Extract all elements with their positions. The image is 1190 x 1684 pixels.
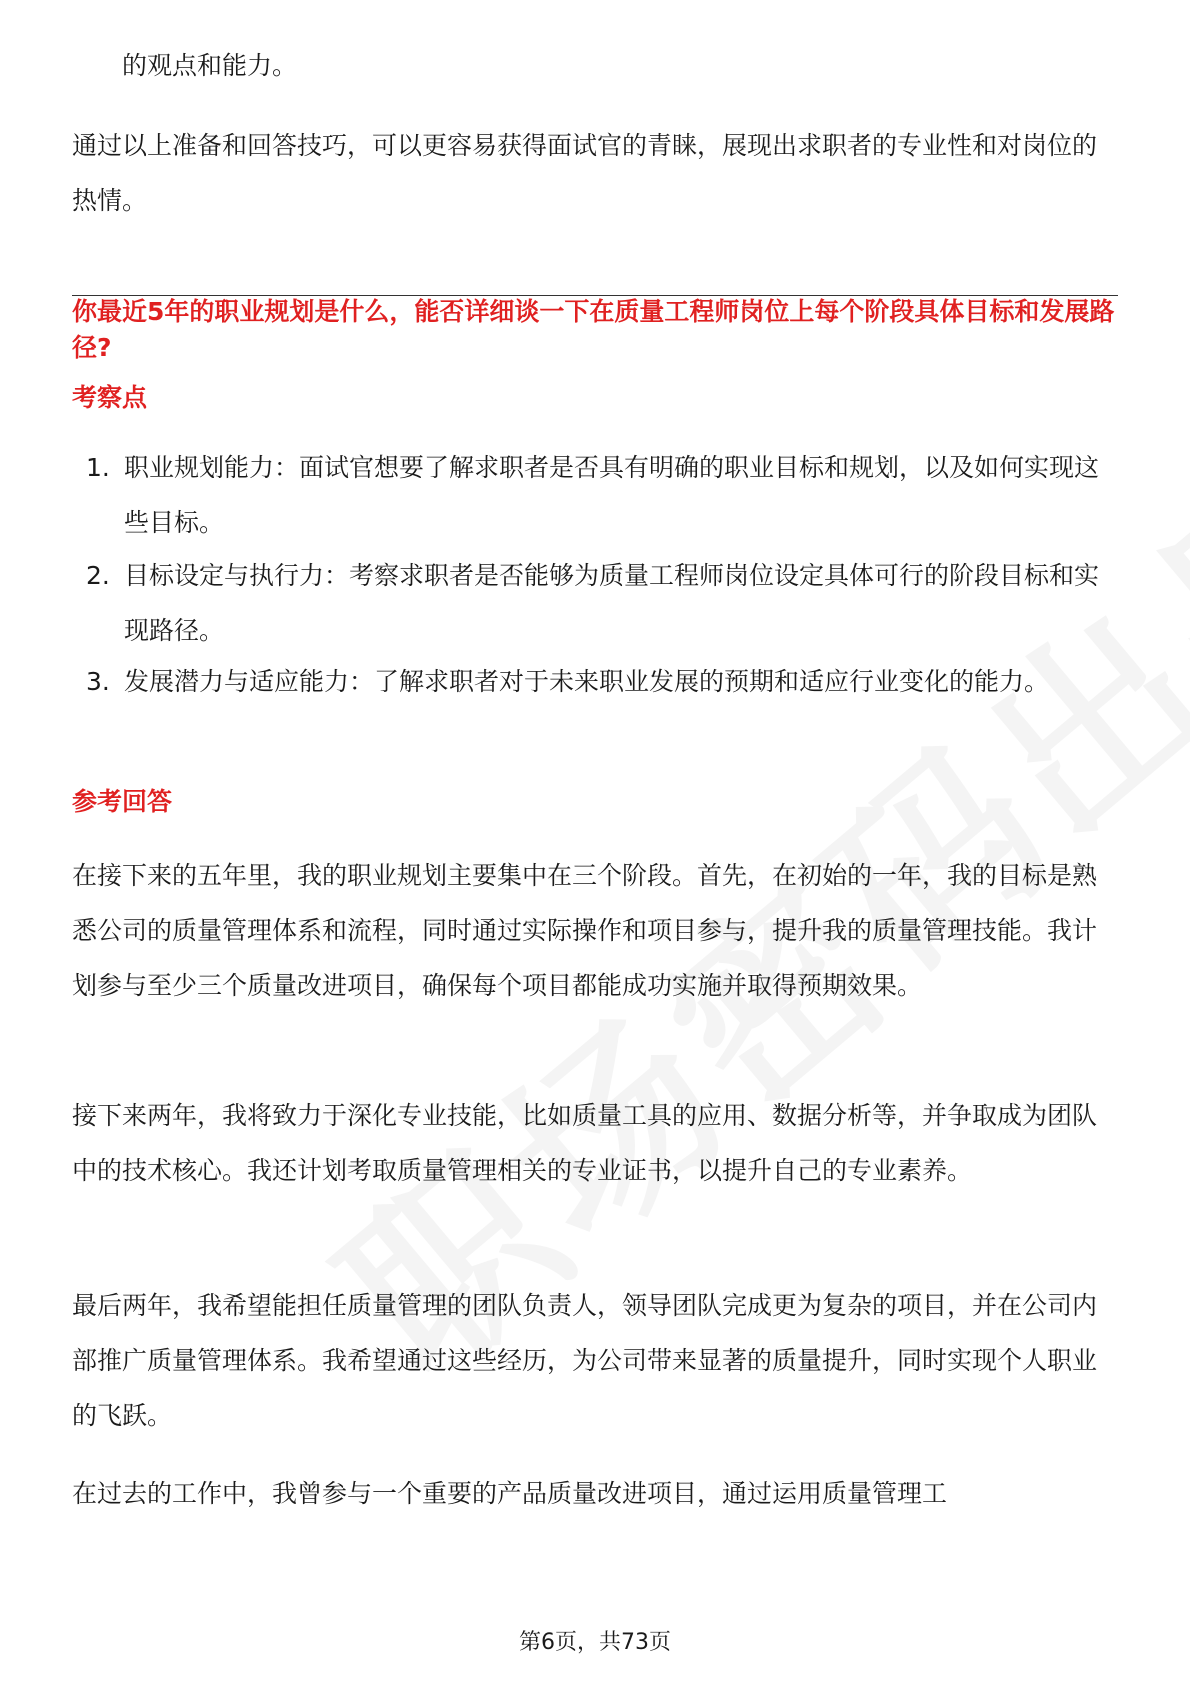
answer-paragraph-2 <box>72 1088 1118 1198</box>
answer-paragraph: 接下来两年，我将致力于深化专业技能，比如质量工具的应用、数据分析等，并争取成为团队中的技术核心。我还计划考取质量管理相关的专业证书，以提升自己的专业素养。 <box>72 1101 1098 1185</box>
answer-paragraph-3 <box>72 1278 1118 1443</box>
answer-paragraph: 在接下来的五年里，我的职业规划主要集中在三个阶段。首先，在初始的一年，我的目标是熟悉公司的质量管理体系和流程，同时通过实际操作和项目参与，提升我的质量管理技能。我计划参与至少三个质量改进项目，确保每个项目都能成功实施并取得预期效果。 <box>72 861 1098 1000</box>
assessment-heading-block <box>72 380 1118 416</box>
list-item-text: 目标设定与执行力：考察求职者是否能够为质量工程师岗位设定具体可行的阶段目标和实现路径。 <box>124 561 1100 645</box>
summary-paragraph: 通过以上准备和回答技巧，可以更容易获得面试官的青睐，展现出求职者的专业性和对岗位的热情。 <box>72 131 1098 215</box>
list-item-text: 发展潜力与适应能力：了解求职者对于未来职业发展的预期和适应行业变化的能力。 <box>124 667 1050 696</box>
answer-paragraph-4 <box>72 1466 1118 1521</box>
page-footer: 第6页，共73页 <box>519 1630 671 1655</box>
assessment-title: 考察点 <box>72 383 148 412</box>
list-item-number: 2. <box>86 561 110 590</box>
list-item-number: 1. <box>86 453 110 482</box>
answer-paragraph-1 <box>72 848 1118 1013</box>
answer-paragraph: 在过去的工作中，我曾参与一个重要的产品质量改进项目，通过运用质量管理工 <box>72 1479 948 1508</box>
answer-heading-block <box>72 784 1118 820</box>
question-heading: 你最近5年的职业规划是什么，能否详细谈一下在质量工程师岗位上每个阶段具体目标和发展路径? <box>72 297 1115 362</box>
question-block <box>72 292 1118 366</box>
answer-title: 参考回答 <box>72 787 173 816</box>
summary-block <box>72 118 1118 228</box>
list-item-number: 3. <box>86 667 110 696</box>
answer-paragraph: 最后两年，我希望能担任质量管理的团队负责人，领导团队完成更为复杂的项目，并在公司内部推广质量管理体系。我希望通过这些经历，为公司带来显著的质量提升，同时实现个人职业的飞跃。 <box>72 1291 1098 1430</box>
intro-continuation: 的观点和能力。 <box>122 51 298 80</box>
list-item-text: 职业规划能力：面试官想要了解求职者是否具有明确的职业目标和规划，以及如何实现这些目标。 <box>124 453 1100 537</box>
